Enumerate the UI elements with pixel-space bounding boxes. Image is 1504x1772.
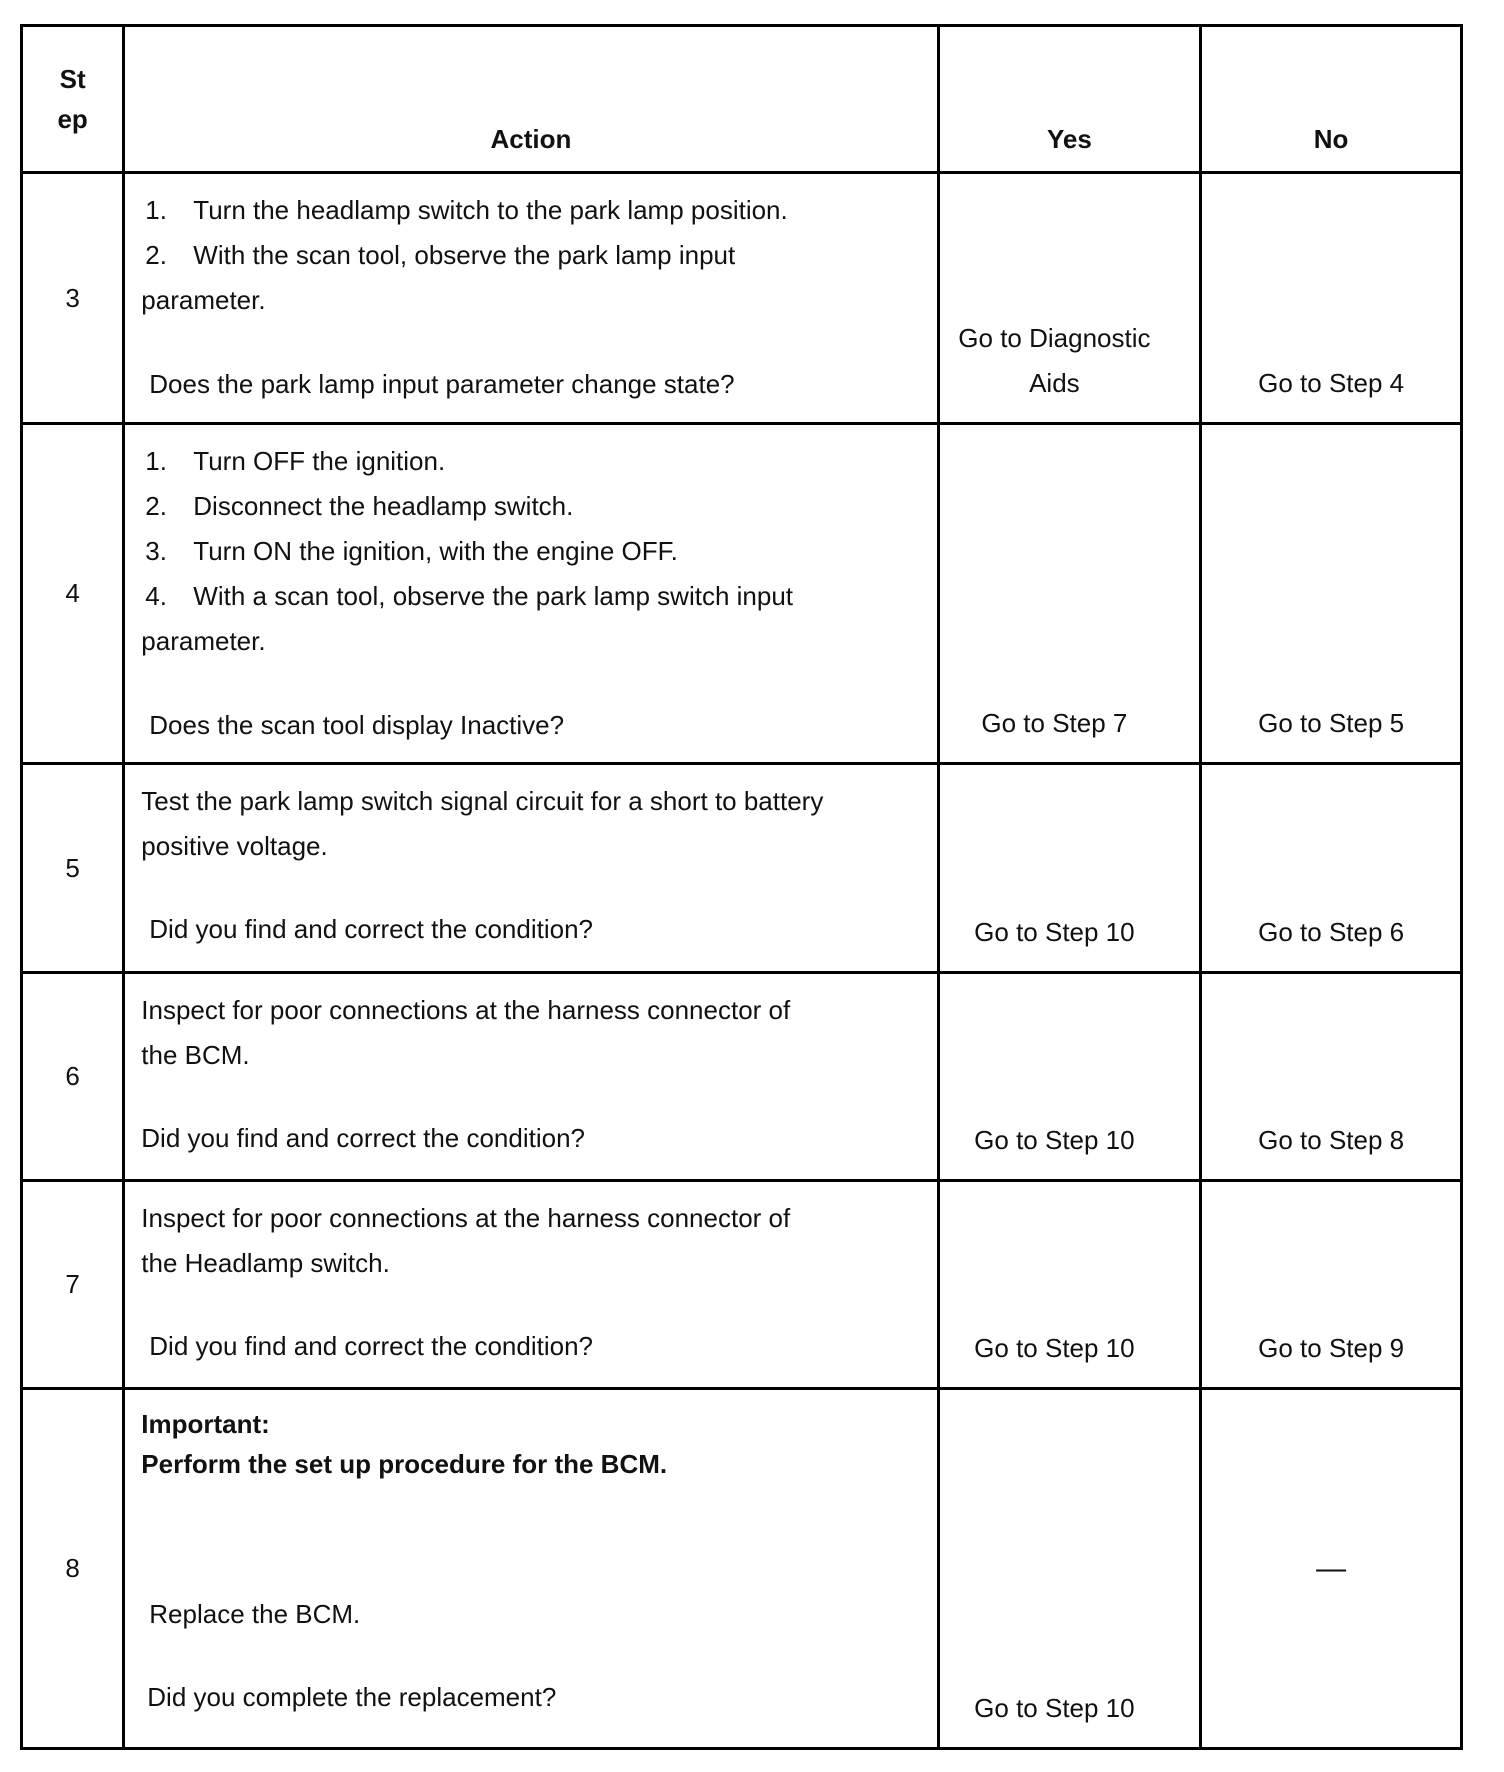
yes-cell	[938, 173, 1201, 424]
action-text: the Headlamp switch.	[141, 1248, 390, 1278]
item-text: Turn OFF the ignition.	[193, 446, 446, 476]
header-no: No	[1201, 26, 1462, 173]
header-yes: Yes	[938, 26, 1201, 173]
action-question: Did you find and correct the condition?	[141, 1123, 585, 1153]
no-cell: Go to Step 9	[1201, 1181, 1462, 1389]
action-cell	[124, 973, 938, 1181]
action-question: Did you complete the replacement?	[147, 1682, 557, 1712]
step-number: 4	[22, 424, 124, 764]
item-text: With the scan tool, observe the park lamp input	[193, 240, 736, 270]
yes-cell: Go to Step 10	[938, 973, 1201, 1181]
action-item	[141, 188, 918, 233]
action-text: Inspect for poor connections at the harness connector of	[141, 1203, 791, 1233]
table-row	[22, 173, 1462, 424]
step-number: 6	[22, 973, 124, 1181]
header-step	[22, 26, 124, 173]
header-step-line2: ep	[57, 104, 88, 134]
action-question: Does the scan tool display Inactive?	[149, 710, 565, 740]
table-row	[22, 1181, 1462, 1389]
table-row	[22, 1389, 1462, 1749]
header-action: Action	[124, 26, 938, 173]
item-text: Turn the headlamp switch to the park lamp position.	[193, 195, 788, 225]
yes-cell: Go to Step 10	[938, 764, 1201, 973]
item-number: 4.	[145, 581, 167, 611]
no-cell: Go to Step 4	[1201, 173, 1462, 424]
header-step-line1: St	[59, 64, 86, 94]
item-number: 2.	[145, 491, 167, 521]
action-cell	[124, 173, 938, 424]
table-row	[22, 424, 1462, 764]
item-number: 2.	[145, 240, 167, 270]
action-cell	[124, 764, 938, 973]
action-cell	[124, 1389, 938, 1749]
important-title: Important:	[141, 1409, 270, 1439]
step-number: 5	[22, 764, 124, 973]
action-question: Did you find and correct the condition?	[149, 914, 593, 944]
no-cell: —	[1201, 1389, 1462, 1749]
action-text: the BCM.	[141, 1040, 250, 1070]
action-item	[141, 484, 918, 529]
no-cell: Go to Step 5	[1201, 424, 1462, 764]
important-text: Perform the set up procedure for the BCM.	[141, 1449, 668, 1479]
action-continuation: parameter.	[141, 285, 266, 315]
action-text: positive voltage.	[141, 831, 328, 861]
step-number: 7	[22, 1181, 124, 1389]
action-item	[141, 233, 918, 278]
action-question: Does the park lamp input parameter change state?	[149, 369, 735, 399]
step-number: 3	[22, 173, 124, 424]
yes-cell: Go to Step 10	[938, 1181, 1201, 1389]
yes-cell: Go to Step 10	[938, 1389, 1201, 1749]
action-replace: Replace the BCM.	[149, 1599, 361, 1629]
action-cell	[124, 424, 938, 764]
item-text: With a scan tool, observe the park lamp switch input	[193, 581, 794, 611]
action-text: Test the park lamp switch signal circuit for a short to battery	[141, 786, 824, 816]
diagnostic-table	[20, 24, 1463, 1750]
step-number: 8	[22, 1389, 124, 1749]
item-text: Disconnect the headlamp switch.	[193, 491, 574, 521]
item-number: 1.	[145, 446, 167, 476]
action-continuation: parameter.	[141, 626, 266, 656]
item-number: 1.	[145, 195, 167, 225]
header-row	[22, 26, 1462, 173]
action-cell	[124, 1181, 938, 1389]
action-item	[141, 574, 918, 619]
yes-line1: Go to Diagnostic	[958, 323, 1151, 353]
action-text: Inspect for poor connections at the harness connector of	[141, 995, 791, 1025]
no-cell: Go to Step 8	[1201, 973, 1462, 1181]
yes-line2: Aids	[1029, 368, 1080, 398]
action-item	[141, 529, 918, 574]
table-row	[22, 764, 1462, 973]
no-cell: Go to Step 6	[1201, 764, 1462, 973]
item-number: 3.	[145, 536, 167, 566]
yes-cell: Go to Step 7	[938, 424, 1201, 764]
item-text: Turn ON the ignition, with the engine OFF.	[193, 536, 678, 566]
action-item	[141, 439, 918, 484]
action-question: Did you find and correct the condition?	[149, 1331, 593, 1361]
table-row	[22, 973, 1462, 1181]
